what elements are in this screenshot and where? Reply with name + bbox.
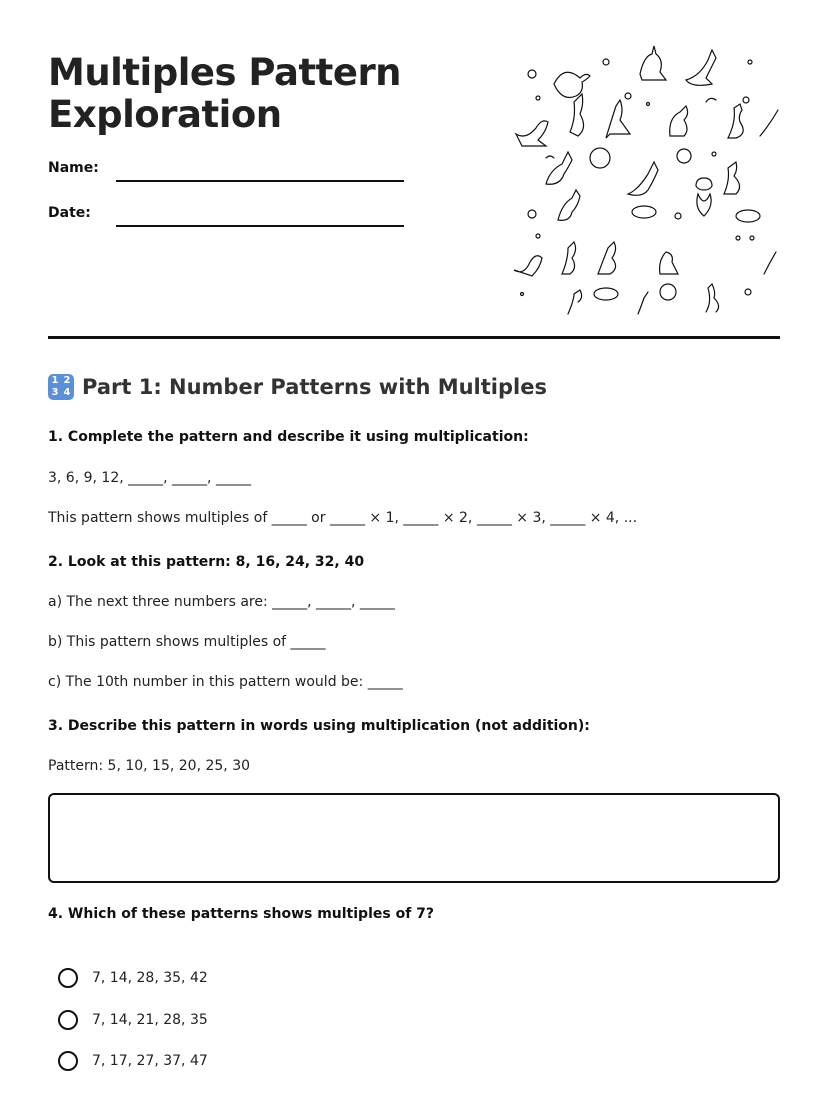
question-2-prompt: 2. Look at this pattern: 8, 16, 24, 32, 40 [48,554,365,570]
numbers-icon: 1 2 3 4 [48,374,74,400]
question-4-option[interactable] [58,968,208,988]
question-1-describe[interactable]: This pattern shows multiples of _____ or _____ × 1, _____ × 2, _____ × 3, _____ × 4, ... [48,510,638,526]
question-2-part-a[interactable]: a) The next three numbers are: _____, _____, _____ [48,594,395,610]
question-3-pattern: Pattern: 5, 10, 15, 20, 25, 30 [48,758,251,774]
worksheet-title: Multiples Pattern Exploration [48,51,402,136]
question-3-answer-box[interactable] [48,793,780,883]
header-divider [48,336,780,339]
question-2-part-b[interactable]: b) This pattern shows multiples of _____ [48,634,326,650]
date-answer-line[interactable] [116,225,404,227]
radio-button[interactable] [58,1010,78,1030]
question-4-option[interactable] [58,1051,208,1071]
radio-button[interactable] [58,968,78,988]
name-answer-line[interactable] [116,180,404,182]
option-label: 7, 17, 27, 37, 47 [92,1053,208,1069]
option-label: 7, 14, 28, 35, 42 [92,970,208,986]
name-label: Name: [48,160,99,176]
question-4-option[interactable] [58,1010,208,1030]
radio-button[interactable] [58,1051,78,1071]
question-3-prompt: 3. Describe this pattern in words using multiplication (not addition): [48,718,590,734]
question-1-prompt: 1. Complete the pattern and describe it using multiplication: [48,429,529,445]
question-4-prompt: 4. Which of these patterns shows multiples of 7? [48,906,435,922]
animal-pattern-image [510,44,780,318]
question-2-part-c[interactable]: c) The 10th number in this pattern would be: _____ [48,674,403,690]
date-label: Date: [48,205,91,221]
name-field [48,160,99,176]
option-label: 7, 14, 21, 28, 35 [92,1012,208,1028]
question-1-pattern[interactable]: 3, 6, 9, 12, _____, _____, _____ [48,470,251,486]
section-title: Part 1: Number Patterns with Multiples [82,375,547,399]
section-heading [48,374,547,400]
date-field [48,205,91,221]
